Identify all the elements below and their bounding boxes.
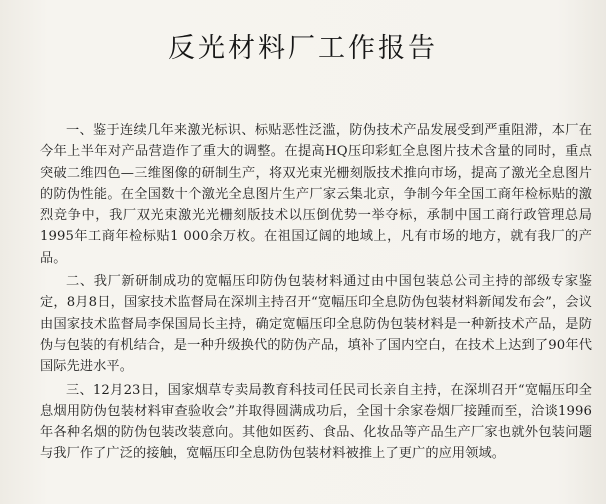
paragraph-2: 二、我厂新研制成功的宽幅压印防伪包装材料通过由中国包装总公司主持的部级专家鉴定，8月8日，国家技术监督局在深圳主持召开“宽幅压印全息防伪包装材料新闻发布会”，会议由国家技术监督局李保国局长主持，确定宽幅压印全息防伪包装材料是一种新技术产品，是防伪与包装的有机结合，是一种升级换代的防伪产品，填补了国内空白，在技术上达到了90年代国际先进水平。: [40, 274, 592, 375]
paragraph-3: 三、12月23日，国家烟草专卖局教育科技司任民司长亲自主持，在深圳召开“宽幅压印全息烟用防伪包装材料审查验收会”并取得圆满成功后，全国十余家卷烟厂接踵而至，洽谈1996年各种名烟的防伪包装改装意向。其他如医药、食品、化妆品等产品生产厂家也就外包装问题与我厂作了广泛的接触，宽幅压印全息防伪包装材料被推上了更广的应用领域。: [40, 382, 592, 462]
paragraph-1: 一、鉴于连续几年来激光标识、标贴恶性泛滥，防伪技术产品发展受到严重阻滞，本厂在今年上半年对产品营造作了重大的调整。在提高HQ压印彩虹全息图片技术含量的同时，重点突破二维四色—三维图像的研制生产，将双光束光栅刻版技术推向市场，提高了激光全息图片的防伪性能。在全国数十个激光全息图片生产厂家云集北京，争制今年全国工商年检标贴的激烈竞争中，我厂双光束激光光栅刻版技术以压倒优势一举夺标，承制中国工商行政管理总局1995年工商年检标贴1 000余万枚。在祖国辽阔的地域上，凡有市场的地方，就有我厂的产品。: [40, 123, 592, 266]
document-title: 反光材料厂工作报告: [168, 33, 438, 64]
document-body: [40, 120, 592, 467]
